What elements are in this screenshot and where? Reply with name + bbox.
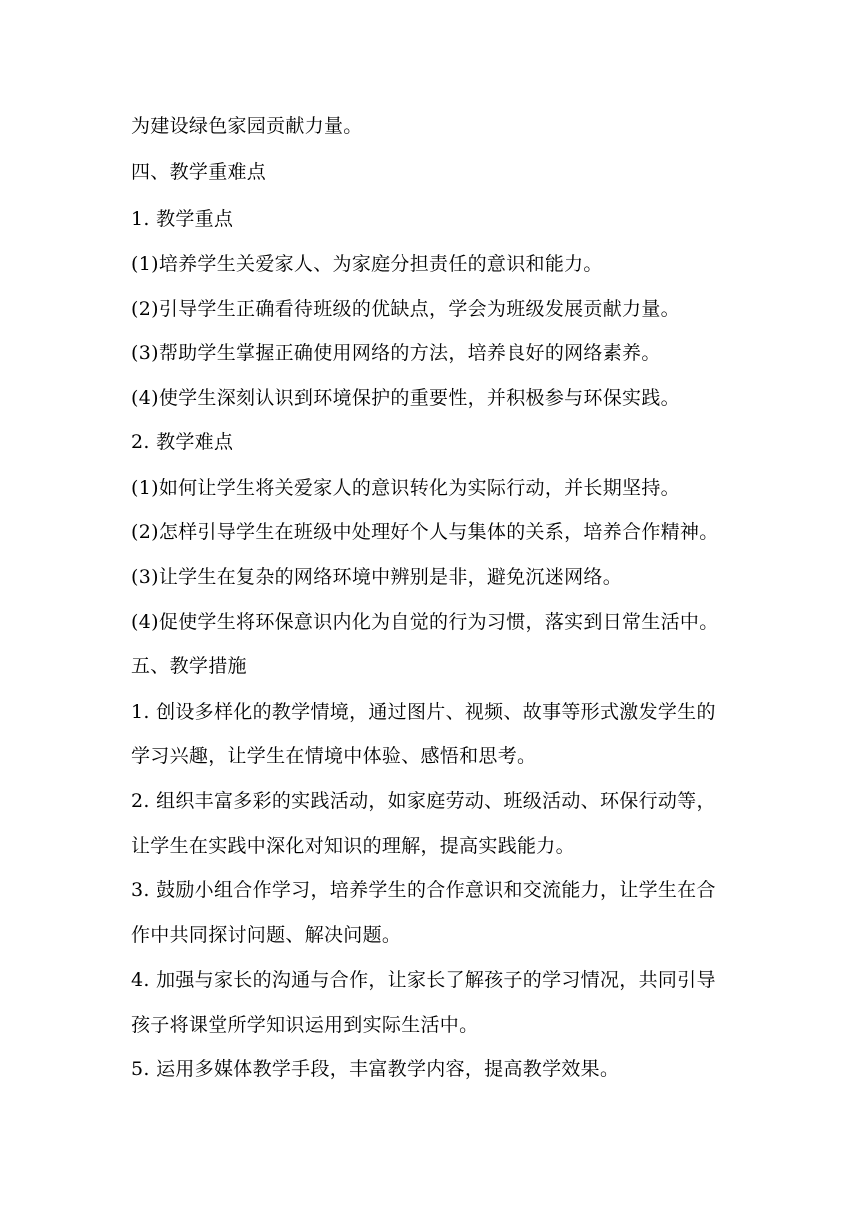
text-line: (4)使学生深刻认识到环境保护的重要性，并积极参与环保实践。	[131, 387, 680, 409]
text-line: 孩子将课堂所学知识运用到实际生活中。	[131, 1014, 479, 1036]
text-line: (2)怎样引导学生在班级中处理好个人与集体的关系，培养合作精神。	[131, 521, 719, 543]
text-line: 1. 创设多样化的教学情境，通过图片、视频、故事等形式激发学生的	[131, 701, 716, 723]
text-line: (1)培养学生关爱家人、为家庭分担责任的意识和能力。	[131, 253, 603, 275]
text-line: 4. 加强与家长的沟通与合作，让家长了解孩子的学习情况，共同引导	[131, 969, 716, 991]
text-line: 作中共同探讨问题、解决问题。	[131, 924, 402, 946]
section-heading: 四、教学重难点	[131, 161, 267, 183]
subsection-heading: 1. 教学重点	[131, 208, 234, 230]
text-line: (2)引导学生正确看待班级的优缺点，学会为班级发展贡献力量。	[131, 298, 680, 320]
text-line: 学习兴趣，让学生在情境中体验、感悟和思考。	[131, 745, 537, 767]
text-line: 为建设绿色家园贡献力量。	[131, 115, 363, 137]
text-line: (3)帮助学生掌握正确使用网络的方法，培养良好的网络素养。	[131, 342, 661, 364]
text-line: 3. 鼓励小组合作学习，培养学生的合作意识和交流能力，让学生在合	[131, 879, 716, 901]
text-line: (3)让学生在复杂的网络环境中辨别是非，避免沉迷网络。	[131, 566, 623, 588]
text-line: 2. 组织丰富多彩的实践活动，如家庭劳动、班级活动、环保行动等，	[131, 790, 716, 812]
subsection-heading: 2. 教学难点	[131, 431, 234, 453]
text-line: (1)如何让学生将关爱家人的意识转化为实际行动，并长期坚持。	[131, 477, 680, 499]
text-line: 让学生在实践中深化对知识的理解，提高实践能力。	[131, 835, 575, 857]
section-heading: 五、教学措施	[131, 655, 247, 677]
text-line: 5. 运用多媒体教学手段，丰富教学内容，提高教学效果。	[131, 1058, 620, 1080]
text-line: (4)促使学生将环保意识内化为自觉的行为习惯，落实到日常生活中。	[131, 611, 719, 633]
